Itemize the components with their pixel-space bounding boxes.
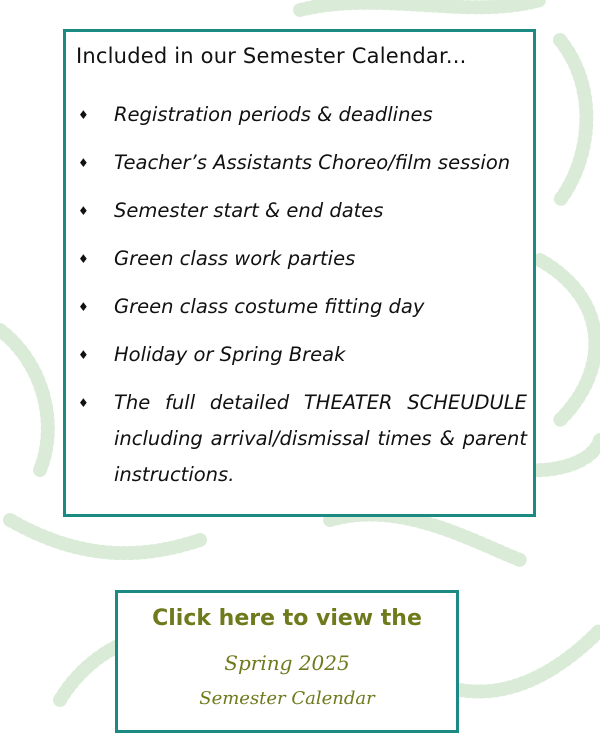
diamond-bullet-icon: ♦ [78, 348, 89, 362]
cta-calendar-label: Semester Calendar [199, 688, 375, 709]
diamond-bullet-icon: ♦ [78, 108, 89, 122]
list-item-text: The full detailed THEATER SCHEUDULE including arrival/dismissal times & parent instructions. [114, 391, 527, 486]
list-item [66, 97, 533, 133]
diamond-bullet-icon: ♦ [78, 300, 89, 314]
list-item [66, 145, 533, 181]
diamond-bullet-icon: ♦ [78, 252, 89, 266]
list-item-text: Green class work parties [114, 247, 356, 270]
diamond-bullet-icon: ♦ [78, 396, 89, 410]
list-item-text: Registration periods & deadlines [114, 103, 433, 126]
list-item [66, 337, 533, 373]
list-item-text: Holiday or Spring Break [114, 343, 346, 366]
list-item-text: Semester start & end dates [114, 199, 384, 222]
info-title: Included in our Semester Calendar... [76, 44, 467, 68]
list-item-text: Teacher’s Assistants Choreo/film session [114, 151, 511, 174]
list-item [66, 241, 533, 277]
view-calendar-link[interactable] [115, 590, 459, 733]
diamond-bullet-icon: ♦ [78, 156, 89, 170]
cta-heading: Click here to view the [152, 606, 422, 631]
list-item [66, 193, 533, 229]
list-item-text: Green class costume fitting day [114, 295, 425, 318]
list-item [66, 289, 533, 325]
info-list [66, 97, 533, 505]
diamond-bullet-icon: ♦ [78, 204, 89, 218]
cta-semester: Spring 2025 [224, 651, 350, 675]
list-item [66, 385, 533, 493]
calendar-info-box [63, 29, 536, 517]
